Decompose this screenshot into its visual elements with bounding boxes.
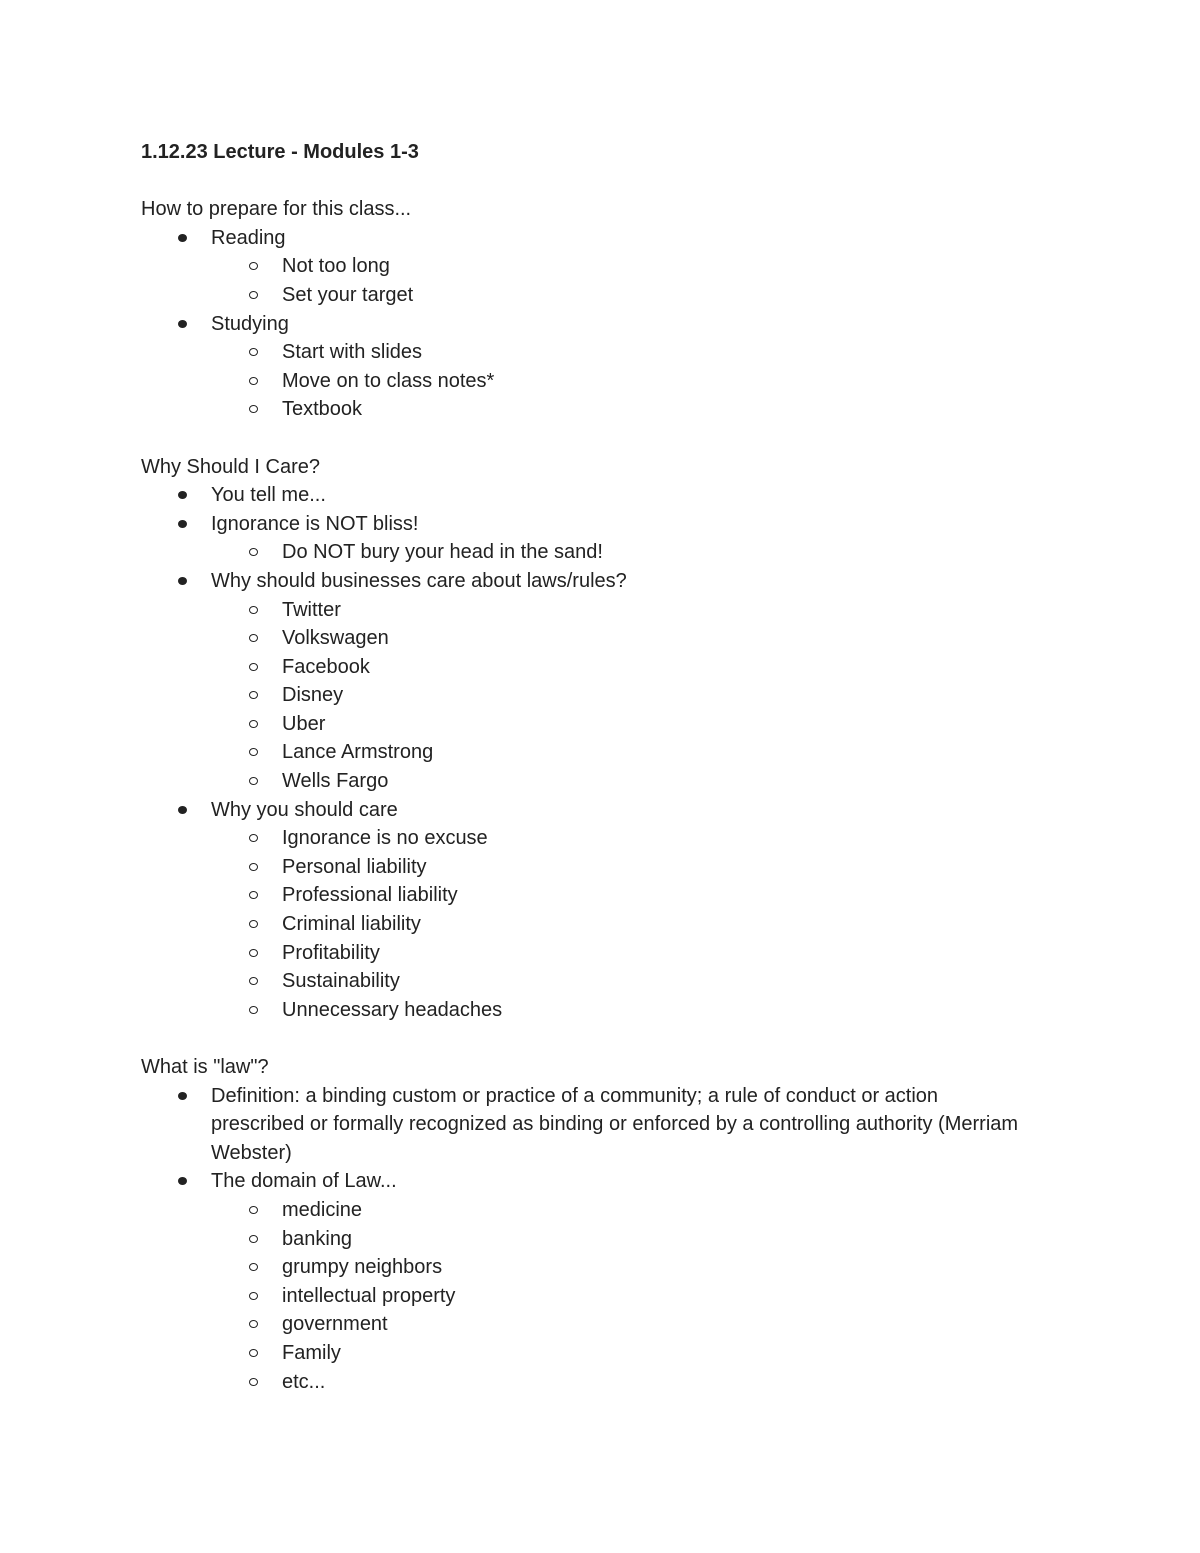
sub-bullet-list (141, 252, 1021, 309)
list-item-label: Why should businesses care about laws/rules? (211, 569, 627, 592)
bullet-circle-icon (249, 1292, 258, 1300)
sub-list-item (141, 853, 1021, 882)
sub-list-item (141, 910, 1021, 939)
sub-list-item (141, 1253, 1021, 1282)
list-item (141, 510, 1021, 567)
section-heading: Why Should I Care? (141, 455, 320, 478)
bullet-circle-icon (249, 1349, 258, 1357)
bullet-circle-icon (249, 949, 258, 957)
list-item (141, 1082, 1021, 1168)
sub-bullet-list (141, 1196, 1021, 1396)
bullet-list (141, 1082, 1021, 1397)
sub-list-item (141, 1196, 1021, 1225)
bullet-circle-icon (249, 977, 258, 985)
bullet-circle-icon (249, 377, 258, 385)
document-page (141, 138, 1021, 1396)
sub-list-item (141, 653, 1021, 682)
sub-list-item (141, 881, 1021, 910)
sub-list-item-label: Disney (282, 684, 344, 707)
sub-list-item (141, 939, 1021, 968)
sub-list-item (141, 624, 1021, 653)
sub-list-item (141, 767, 1021, 796)
sub-bullet-list (141, 824, 1021, 1024)
document-body (141, 167, 1021, 1397)
sub-list-item-label: Set your target (282, 283, 414, 306)
list-item-label: Ignorance is NOT bliss! (211, 512, 419, 535)
bullet-circle-icon (249, 291, 258, 299)
sub-list-item-label: government (282, 1313, 388, 1336)
list-item-label: Reading (211, 226, 286, 249)
sub-list-item-label: Volkswagen (282, 627, 389, 650)
sub-list-item (141, 596, 1021, 625)
sub-list-item (141, 1368, 1021, 1397)
list-item-label: Why you should care (211, 798, 398, 821)
bullet-disc-icon (178, 320, 187, 328)
sub-bullet-list (141, 538, 1021, 567)
list-item-label: Studying (211, 312, 289, 335)
sub-list-item (141, 1310, 1021, 1339)
section-spacer (141, 1024, 1021, 1053)
sub-list-item-label: Facebook (282, 655, 370, 678)
bullet-circle-icon (249, 834, 258, 842)
list-item (141, 796, 1021, 1025)
bullet-disc-icon (178, 491, 187, 499)
bullet-circle-icon (249, 863, 258, 871)
sub-list-item (141, 538, 1021, 567)
sub-list-item-label: Unnecessary headaches (282, 998, 503, 1021)
sub-list-item (141, 1225, 1021, 1254)
bullet-circle-icon (249, 634, 258, 642)
sub-list-item-label: Profitability (282, 941, 380, 964)
bullet-circle-icon (249, 262, 258, 270)
list-item (141, 224, 1021, 310)
sub-bullet-list (141, 596, 1021, 796)
bullet-circle-icon (249, 1235, 258, 1243)
sub-list-item (141, 1282, 1021, 1311)
sub-list-item (141, 395, 1021, 424)
sub-list-item-label: Professional liability (282, 884, 458, 907)
list-item (141, 567, 1021, 796)
section-heading: What is "law"? (141, 1056, 269, 1078)
sub-bullet-list (141, 338, 1021, 424)
sub-list-item (141, 738, 1021, 767)
bullet-disc-icon (178, 806, 187, 814)
sub-list-item-label: Uber (282, 712, 326, 735)
list-item (141, 481, 1021, 510)
bullet-circle-icon (249, 691, 258, 699)
sub-list-item-label: Textbook (282, 398, 363, 421)
bullet-circle-icon (249, 1206, 258, 1214)
list-item-label: The domain of Law... (211, 1170, 397, 1193)
sub-list-item (141, 252, 1021, 281)
sub-list-item-label: Move on to class notes* (282, 369, 495, 392)
bullet-disc-icon (178, 1177, 187, 1185)
bullet-circle-icon (249, 405, 258, 413)
sub-list-item (141, 281, 1021, 310)
bullet-circle-icon (249, 891, 258, 899)
sub-list-item-label: Wells Fargo (282, 770, 389, 793)
sub-list-item (141, 824, 1021, 853)
bullet-circle-icon (249, 720, 258, 728)
bullet-disc-icon (178, 234, 187, 242)
sub-list-item-label: etc... (282, 1370, 326, 1393)
section-heading: How to prepare for this class... (141, 198, 412, 221)
bullet-circle-icon (249, 606, 258, 614)
document-title: 1.12.23 Lecture - Modules 1-3 (141, 141, 419, 163)
section-spacer (141, 424, 1021, 453)
bullet-circle-icon (249, 548, 258, 556)
sub-list-item-label: Not too long (282, 255, 390, 278)
section-spacer (141, 167, 1021, 196)
sub-list-item-label: Start with slides (282, 341, 423, 364)
sub-list-item-label: Family (282, 1341, 341, 1364)
sub-list-item-label: Sustainability (282, 970, 400, 993)
sub-list-item (141, 967, 1021, 996)
sub-list-item-label: intellectual property (282, 1284, 456, 1307)
list-item (141, 1167, 1021, 1396)
sub-list-item-label: Personal liability (282, 855, 427, 878)
list-item-label: Definition: a binding custom or practice of a community; a rule of conduct or action prescribed or formally recognized as binding or enforced by a controlling authority (Merriam Webster) (211, 1084, 1019, 1164)
sub-list-item (141, 338, 1021, 367)
sub-list-item-label: medicine (282, 1198, 363, 1221)
list-item-label: You tell me... (211, 484, 326, 507)
bullet-circle-icon (249, 1320, 258, 1328)
bullet-circle-icon (249, 777, 258, 785)
sub-list-item (141, 681, 1021, 710)
sub-list-item (141, 996, 1021, 1025)
bullet-disc-icon (178, 577, 187, 585)
sub-list-item-label: Do NOT bury your head in the sand! (282, 541, 603, 564)
sub-list-item-label: Criminal liability (282, 913, 421, 936)
sub-list-item-label: grumpy neighbors (282, 1256, 443, 1279)
bullet-circle-icon (249, 1378, 258, 1386)
sub-list-item-label: banking (282, 1227, 353, 1250)
bullet-circle-icon (249, 663, 258, 671)
bullet-circle-icon (249, 1006, 258, 1014)
sub-list-item (141, 367, 1021, 396)
sub-list-item-label: Lance Armstrong (282, 741, 434, 764)
bullet-circle-icon (249, 920, 258, 928)
bullet-list (141, 224, 1021, 424)
sub-list-item (141, 1339, 1021, 1368)
bullet-circle-icon (249, 348, 258, 356)
bullet-circle-icon (249, 748, 258, 756)
bullet-circle-icon (249, 1263, 258, 1271)
bullet-list (141, 481, 1021, 1024)
list-item (141, 310, 1021, 424)
bullet-disc-icon (178, 1092, 187, 1100)
sub-list-item-label: Ignorance is no excuse (282, 827, 488, 850)
bullet-disc-icon (178, 520, 187, 528)
sub-list-item-label: Twitter (282, 598, 341, 621)
sub-list-item (141, 710, 1021, 739)
